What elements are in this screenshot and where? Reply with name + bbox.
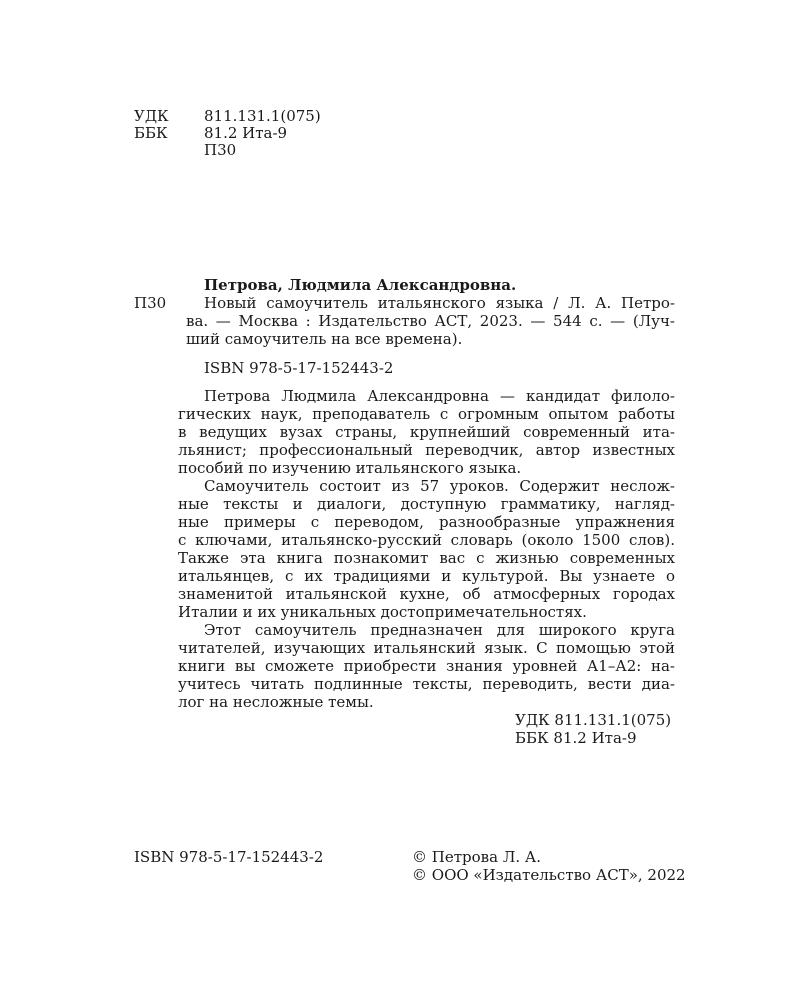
udk-value: 811.131.1(075) — [204, 107, 321, 125]
annotation-line: Самоучитель состоит из 57 уроков. Содержит неслож- — [204, 477, 675, 495]
author-heading: Петрова, Людмила Александровна. — [204, 276, 517, 294]
annotation-line: читателей, изучающих итальянский язык. С помощью этой — [178, 639, 675, 657]
annotation-line: гических наук, преподаватель с огромным опытом работы — [178, 405, 675, 423]
annotation-line: учитесь читать подлинные тексты, переводить, вести диа- — [178, 675, 675, 693]
annotation-line: знаменитой итальянской кухне, об атмосферных городах — [178, 585, 675, 603]
annotation-line: с ключами, итальянско-русский словарь (около 1500 слов). — [178, 531, 675, 549]
annotation-line: Италии и их уникальных достопримечательностях. — [178, 603, 587, 621]
isbn-footer: ISBN 978-5-17-152443-2 — [134, 848, 324, 866]
udk-label: УДК — [134, 107, 169, 125]
annotation-line: Также эта книга познакомит вас с жизнью современных — [178, 549, 675, 567]
annotation-line: в ведущих вузах страны, крупнейший современный ита- — [178, 423, 675, 441]
isbn-record: ISBN 978-5-17-152443-2 — [204, 359, 394, 377]
bbk-value: 81.2 Ита-9 — [204, 124, 288, 142]
copyright-author: © Петрова Л. А. — [412, 848, 541, 866]
copyright-publisher: © ООО «Издательство АСТ», 2022 — [412, 866, 686, 884]
udk-bottom: УДК 811.131.1(075) — [515, 711, 672, 729]
annotation-line: ные тексты и диалоги, доступную грамматику, нагляд- — [178, 495, 675, 513]
annotation-line: ные примеры с переводом, разнообразные упражнения — [178, 513, 675, 531]
annotation-line: Петрова Людмила Александровна — кандидат филоло- — [204, 387, 675, 405]
bbk-label: ББК — [134, 124, 168, 142]
annotation-line: книги вы сможете приобрести знания уровней А1–А2: на- — [178, 657, 675, 675]
title-line: ший самоучитель на все времена). — [186, 330, 463, 348]
title-line: Новый самоучитель итальянского языка / Л. А. Петро- — [204, 294, 675, 312]
title-line: ва. — Москва : Издательство АСТ, 2023. — 544 с. — (Луч- — [186, 312, 675, 330]
author-mark: П30 — [134, 294, 167, 312]
annotation-line: итальянцев, с их традициями и культурой. Вы узнаете о — [178, 567, 675, 585]
bbk-bottom: ББК 81.2 Ита-9 — [515, 729, 637, 747]
author-mark-top: П30 — [204, 141, 237, 159]
annotation-line: пособий по изучению итальянского языка. — [178, 459, 522, 477]
annotation-line: льянист; профессиональный переводчик, автор известных — [178, 441, 675, 459]
annotation-line: лог на несложные темы. — [178, 693, 374, 711]
annotation-line: Этот самоучитель предназначен для широкого круга — [204, 621, 675, 639]
